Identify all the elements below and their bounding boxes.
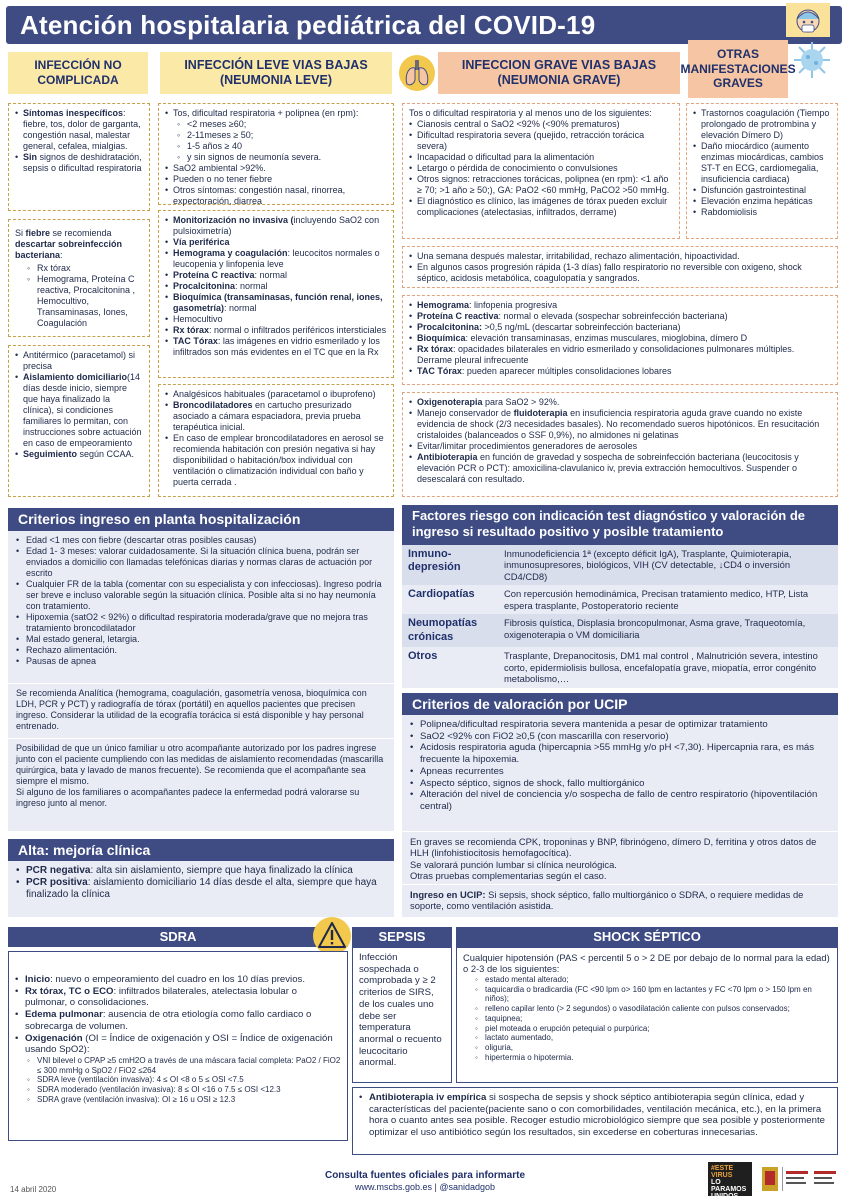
list-item: • En caso de emplear broncodilatadores en aerosol se recomienda habitación con presión negativa si hay disponibilidad o habitación/box individual con ventilación o climatización individual con baño y puerta cerrada . <box>165 433 387 488</box>
list-item: • SaO2 <92% con FiO2 ≥0,5 (con mascarilla con reservorio) <box>410 731 830 743</box>
list-item: • Rechazo alimentación. <box>16 645 386 656</box>
list-item: • Sin signos de deshidratación, sepsis o dificultad respiratoria <box>15 152 143 174</box>
footer-link[interactable]: www.mscbs.gob.es | @sanidadgob <box>354 1182 496 1193</box>
sepsis-box: Infección sospechada o comprobada y ≥ 2 criterios de SIRS, de los cuales uno debe ser temperatura anormal o recuento leucocitario anormal. <box>352 947 452 1083</box>
list-item: • Cianosis central o SaO2 <92% (<90% prematuros) <box>409 119 673 130</box>
grave-tratamiento <box>402 392 838 497</box>
list-item: • Incapacidad o dificultad para la alimentación <box>409 152 673 163</box>
fiebre-intro: Si fiebre se recomienda descartar sobreinfección bacteriana: <box>15 228 123 260</box>
list-item: ◦ estado mental alterado; <box>463 975 831 985</box>
government-logo <box>760 1164 840 1194</box>
table-cell-key: Cardiopatías <box>402 585 498 614</box>
list-item: • Edad 1- 3 meses: valorar cuidadosamente. Si la situación clínica buena, podrán ser enviados a domicilio con llamadas telefónicas diarias y normas claras de actuación por escrito <box>16 546 386 579</box>
list-item: ◦ SDRA grave (ventilación invasiva): OI ≥ 16 u OSI ≥ 12.3 <box>15 1095 341 1105</box>
page-title: Atención hospitalaria pediátrica del COVID-19 <box>20 10 596 40</box>
list-item: • Vía periférica <box>165 237 387 248</box>
list-item: • Aislamiento domiciliario(14 días desde inicio, siempre que haya finalizado la clínica), si condiciones familiares lo permitan, con instrucciones sobre actuación en caso de empeoramiento <box>15 372 143 449</box>
ucip-text: En graves se recomienda CPK, troponinas y BNP, fibrinógeno, dímero D, ferritina y otros datos de HLH (linfohistiocitosis hemofagocítica). <box>410 836 817 859</box>
list-item: • Inicio: nuevo o empeoramiento del cuadro en los 10 días previos. <box>15 974 341 986</box>
list-item: ◦ taquipnea; <box>463 1014 831 1024</box>
list-item: • Acidosis respiratoria aguda (hipercapnia >55 mmHg y/o pH <7,30). Hipercapnia rara, es más frecuente la hipoxemia. <box>410 742 830 765</box>
list-item: • Hemocultivo <box>165 314 387 325</box>
table-cell-value: Trasplante, Drepanocitosis, DM1 mal control , Malnutrición severa, intestino corto, epidermiolisis bullosa, encefalopatía grave, miopatía, error congénito metabolismo,… <box>498 647 838 687</box>
list-item: • Otros síntomas: congestión nasal, rinorrea, expectoración, diarrea <box>165 185 387 207</box>
column-header-grave: INFECCION GRAVE VIAS BAJAS (NEUMONIA GRAVE) <box>438 52 680 94</box>
list-item: • SaO2 ambiental >92%. <box>165 163 387 174</box>
column-header-leve: INFECCIÓN LEVE VIAS BAJAS (NEUMONIA LEVE) <box>160 52 392 94</box>
shock-box <box>456 947 838 1083</box>
list-item: ◦ piel moteada o erupción petequial o purpúrica; <box>463 1024 831 1034</box>
acompanante-text: Posibilidad de que un único familiar u otro acompañante autorizado por los padres ingrese junto con el paciente cumpliendo con las medidas de aislamiento recomendadas (mascarilla quirúrgica, bata y lavado de manos frecuente). Se recomienda que el acompañante sea siempre el mismo. <box>16 743 384 786</box>
table-cell-value: Fibrosis quística, Displasia broncopulmonar, Asma grave, Traqueotomía, oxigenoterapia o VM domiciliaria <box>498 614 838 647</box>
list-item: • TAC Tórax: las imágenes en vidrio esmerilado y los infiltrados son más evidentes en el TC que en la Rx <box>165 336 387 358</box>
list-item: • Rx tórax, TC o ECO: infiltrados bilaterales, atelectasia lobular o pulmonar, o consolidaciones. <box>15 986 341 1009</box>
riesgo-title: Factores riesgo con indicación test diagnóstico y valoración de ingreso si resultado positivo y posible tratamiento <box>402 505 838 545</box>
grave-intro: Tos o dificultad respiratoria y al menos uno de los siguientes: <box>409 108 652 118</box>
ucip-ingreso: Ingreso en UCIP: Si sepsis, shock séptico, fallo multiorgánico o SDRA, o requiere medidas de soporte, como ventilación asistida. <box>402 885 838 917</box>
list-item: • Procalcitonina: >0,5 ng/mL (descartar sobreinfección bacteriana) <box>409 322 831 333</box>
list-item: • Otros signos: retracciones torácicas, polipnea (en rpm): <1 año ≥ 70; >1 año ≥ 50;), GA: PaO2 <60 mmHg, PaCO2 >50 mmHg. <box>409 174 673 196</box>
list-item: • Trastornos coagulación (Tiempo prolongado de protrombina y elevación Dímero D) <box>693 108 831 141</box>
ucip-criterios <box>402 715 838 831</box>
list-item: • Analgésicos habituales (paracetamol o ibuprofeno) <box>165 389 387 400</box>
table-row <box>402 545 838 585</box>
otras-manifestaciones <box>686 103 838 239</box>
list-item: • Hemograma y coagulación: leucocitos normales o leucopenia y linfopenia leve <box>165 248 387 270</box>
sdra-box <box>8 951 348 1141</box>
list-item: ◦ relleno capilar lento (> 2 segundos) o vasodilatación caliente con pulsos conservados; <box>463 1004 831 1014</box>
list-item: • Hemograma: linfopenia progresiva <box>409 300 831 311</box>
table-cell-value: Inmunodeficiencia 1ª (excepto déficit IgA), Trasplante, Quimioterapia, inmunosupresores, biológicos, VIH (CV detectable, ↓CD4 o inversión CD4/CD8) <box>498 545 838 585</box>
footer-date: 14 abril 2020 <box>10 1185 57 1194</box>
list-item: • Elevación enzima hepáticas <box>693 196 831 207</box>
list-item: ◦ 1-5 años ≥ 40 <box>165 141 387 152</box>
shock-title: SHOCK SÉPTICO <box>456 927 838 947</box>
list-item: • Alteración del nivel de conciencia y/o sospecha de fallo de centro respiratorio (hipoventilación central) <box>410 789 830 812</box>
list-item: • El diagnóstico es clínico, las imágenes de tórax pueden excluir complicaciones (atelectasias, infiltrados, derrame) <box>409 196 673 218</box>
list-item: • Antitérmico (paracetamol) si precisa <box>15 350 143 372</box>
list-item: • Edad <1 mes con fiebre (descartar otras posibles causas) <box>16 535 386 546</box>
list-item: ◦ Hemograma, Proteína C reactiva, Procalcitonina , Hemocultivo, Transaminasas, Iones, Coagulación <box>15 274 143 329</box>
list-item: ◦ VNI bilevel o CPAP ≥5 cmH2O a través de una máscara facial completa: PaO2 / FiO2 ≤ 300 mmHg o SpO2 / FiO2 ≤264 <box>15 1056 341 1076</box>
alta-title: Alta: mejoría clínica <box>8 839 394 861</box>
list-item: • Dificultad respiratoria severa (quejido, retracción torácica severa) <box>409 130 673 152</box>
ingreso-criterios <box>8 531 394 683</box>
list-item: ◦ y sin signos de neumonía severa. <box>165 152 387 163</box>
list-item: ◦ hipertermia o hipotermia. <box>463 1053 831 1063</box>
sepsis-title: SEPSIS <box>352 927 452 947</box>
table-cell-key: Neumopatías crónicas <box>402 614 498 647</box>
list-item: • Cualquier FR de la tabla (comentar con su especialista y con infecciosas). Ingreso podría ser breve e incluso valorable según la situación clínica. Posible alta si no hay neumonía con tratamiento. <box>16 579 386 612</box>
campaign-logo: #ESTE VIRUS LO PARAMOS UNIDOS <box>708 1162 752 1196</box>
page-header <box>6 6 842 44</box>
column-header-otras: OTRAS MANIFESTACIONES GRAVES <box>688 40 788 98</box>
list-item: • Letargo o pérdida de conocimiento o convulsiones <box>409 163 673 174</box>
footer-line-1: Consulta fuentes oficiales para informarte <box>324 1170 526 1181</box>
list-item: • Rabdomiolisis <box>693 207 831 218</box>
list-item: • Bioquímica (transaminasas, función renal, iones, gasometría): normal <box>165 292 387 314</box>
list-item: • Pausas de apnea <box>16 656 386 667</box>
list-item: • Evitar/limitar procedimientos generadores de aerosoles <box>409 441 831 452</box>
list-item: • TAC Tórax: pueden aparecer múltiples consolidaciones lobares <box>409 366 831 377</box>
list-item: ◦ taquicardia o bradicardia (FC <90 lpm o> 160 lpm en lactantes y FC <70 lpm o > 150 lpm en niños); <box>463 985 831 1005</box>
list-item: • Antibioterapia en función de gravedad y sospecha de sobreinfección bacteriana (leucocitosis y elevación PCR o PCT): amoxicilina-clavulanico iv, previa extracción hemocultivos. Suspender o desescalará con resultado. <box>409 452 831 485</box>
ucip-text: Se valorará punción lumbar si clínica neurológica. <box>410 858 617 870</box>
list-item: • Rx tórax: normal o infiltrados periféricos intersticiales <box>165 325 387 336</box>
list-item: ◦ SDRA moderado (ventilación invasiva): 8 ≤ OI <16 o 7.5 ≤ OSI <12.3 <box>15 1085 341 1095</box>
table-cell-value: Con repercusión hemodinámica, Precisan tratamiento medico, HTP, Lista espera trasplante, Postoperatorio reciente <box>498 585 838 614</box>
list-item: • En algunos casos progresión rápida (1-3 días) fallo respiratorio no reversible con oxigeno, shock séptico, acidosis metabólica, coagulopatía y sangrados. <box>409 262 831 284</box>
ingreso-acompanante <box>8 739 394 831</box>
list-item: • Síntomas inespecíficos: fiebre, tos, dolor de garganta, congestión nasal, malestar general, cefalea, mialgias. <box>15 108 143 152</box>
list-item: • Broncodilatadores en cartucho presurizado asociado a cámara espaciadora, previa prueba terapéutica inicial. <box>165 400 387 433</box>
list-item: • Pueden o no tener fiebre <box>165 174 387 185</box>
table-row <box>402 585 838 614</box>
list-item: • Proteína C reactiva: normal o elevada (sospechar sobreinfección bacteriana) <box>409 311 831 322</box>
list-item: • Proteína C reactiva: normal <box>165 270 387 281</box>
list-item: • Tos, dificultad respiratoria + polipnea (en rpm): <box>165 108 387 119</box>
virus-icon <box>792 40 832 80</box>
list-item: • Antibioterapia iv empírica si sospecha de sepsis y shock séptico antibioterapia según clínica, edad y características del paciente(paciente sano o con comorbilidades, ventilación mecánica, etc.), en la primera hora o cuanto antes sea posible. Recoger estudio microbiológico siempre que sea posible y posteriormente optimizar el uso antibiótico según los resultados, sin excederse en coberturas innecesarias. <box>359 1092 831 1139</box>
ucip-title: Criterios de valoración por UCIP <box>402 693 838 715</box>
list-item: • Mal estado general, letargia. <box>16 634 386 645</box>
column-header-no-complicada: INFECCIÓN NO COMPLICADA <box>8 52 148 94</box>
ingreso-analitica: Se recomienda Analítica (hemograma, coagulación, gasometría venosa, bioquímica con LDH, PCR y PCT) y radiografía de tórax (portátil) en aquellos pacientes que precisen ingreso. Considerar la utilidad de la ecografía torácica si está disponible y hay personal entrenado. <box>8 684 394 738</box>
list-item: • PCR positiva: aislamiento domiciliario 14 días desde el alta, siempre que haya finalizado la clínica <box>16 877 386 901</box>
list-item: ◦ 2-11meses ≥ 50; <box>165 130 387 141</box>
acompanante-text-2: Si alguno de los familiares o acompañantes padece la enfermedad podrá valorarse su ingreso junto al menor. <box>16 786 360 808</box>
list-item: • Disfunción gastrointestinal <box>693 185 831 196</box>
list-item: • Aspecto séptico, signos de shock, fallo multiorgánico <box>410 778 830 790</box>
footer-sources <box>280 1170 570 1193</box>
table-cell-key: Inmuno-depresión <box>402 545 498 585</box>
list-item: • Procalcitonina: normal <box>165 281 387 292</box>
list-item: • Hipoxemia (satO2 < 92%) o dificultad respiratoria moderada/grave que no mejora tras tratamiento broncodilatador <box>16 612 386 634</box>
list-item: ◦ SDRA leve (ventilación invasiva): 4 ≤ OI <8 o 5 ≤ OSI <7.5 <box>15 1075 341 1085</box>
list-item: • Una semana después malestar, irritabilidad, rechazo alimentación, hipoactividad. <box>409 251 831 262</box>
list-item: • Polipnea/dificultad respiratoria severa mantenida a pesar de optimizar tratamiento <box>410 719 830 731</box>
leve-tratamiento <box>158 384 394 497</box>
list-item: ◦ oliguria, <box>463 1043 831 1053</box>
no-complicada-pruebas <box>8 219 150 337</box>
riesgo-table <box>402 545 838 688</box>
ingreso-title: Criterios ingreso en planta hospitalización <box>8 508 394 531</box>
grave-sintomas <box>402 103 680 239</box>
list-item: • Seguimiento según CCAA. <box>15 449 143 460</box>
no-complicada-tratamiento <box>8 345 150 497</box>
list-item: ◦ lactato aumentado, <box>463 1033 831 1043</box>
list-item: • PCR negativa: alta sin aislamiento, siempre que haya finalizado la clínica <box>16 865 386 877</box>
list-item: • Manejo conservador de fluidoterapia en insuficiencia respiratoria aguda grave cuando no existe evidencia de shock (2/3 necesidades basales). No recomendado sueros hipotónicos. En resucitación cristaloides (balanceados o SSF 0,9%), no almidones ni gelatinas <box>409 408 831 441</box>
list-item: • Monitorización no invasiva (incluyendo SaO2 con pulsioximetría) <box>165 215 387 237</box>
list-item: • Edema pulmonar: ausencia de otra etiología como fallo cardiaco o sobrecarga de volumen. <box>15 1009 341 1032</box>
ucip-pruebas <box>402 832 838 884</box>
grave-evolucion <box>402 246 838 288</box>
sdra-title: SDRA <box>8 927 348 947</box>
list-item: • Rx tórax: opacidades bilaterales en vidrio esmerilado y consolidaciones pulmonares múltiples. Derrame pleural infrecuente <box>409 344 831 366</box>
warning-icon <box>310 916 354 956</box>
table-cell-key: Otros <box>402 647 498 687</box>
child-icon <box>786 3 830 37</box>
list-item: • Oxigenoterapia para SaO2 > 92%. <box>409 397 831 408</box>
lungs-icon <box>398 50 436 96</box>
leve-sintomas <box>158 103 394 205</box>
alta-criterios <box>8 861 394 917</box>
list-item: • Oxigenación (OI = Índice de oxigenación y OSI = Índice de oxigenación usando SpO2): <box>15 1033 341 1056</box>
antibioterapia-box <box>352 1087 838 1155</box>
list-item: ◦ Rx tórax <box>15 263 143 274</box>
leve-pruebas <box>158 210 394 378</box>
list-item: • Bioquímica: elevación transaminasas, enzimas musculares, mioglobina, dímero D <box>409 333 831 344</box>
shock-intro: Cualquier hipotensión (PAS < percentil 5 o > 2 DE por debajo de lo normal para la edad) o 2-3 de los siguientes: <box>463 952 830 975</box>
no-complicada-sintomas <box>8 103 150 211</box>
grave-pruebas <box>402 295 838 385</box>
list-item: • Apneas recurrentes <box>410 766 830 778</box>
ucip-text: Otras pruebas complementarias según el caso. <box>410 870 607 882</box>
list-item: ◦ <2 meses ≥60; <box>165 119 387 130</box>
list-item: • Daño miocárdico (aumento enzimas miocárdicas, cambios ST-T en ECG, cardiomegalia, insuficiencia cardiaca) <box>693 141 831 185</box>
table-row <box>402 647 838 687</box>
table-row <box>402 614 838 647</box>
